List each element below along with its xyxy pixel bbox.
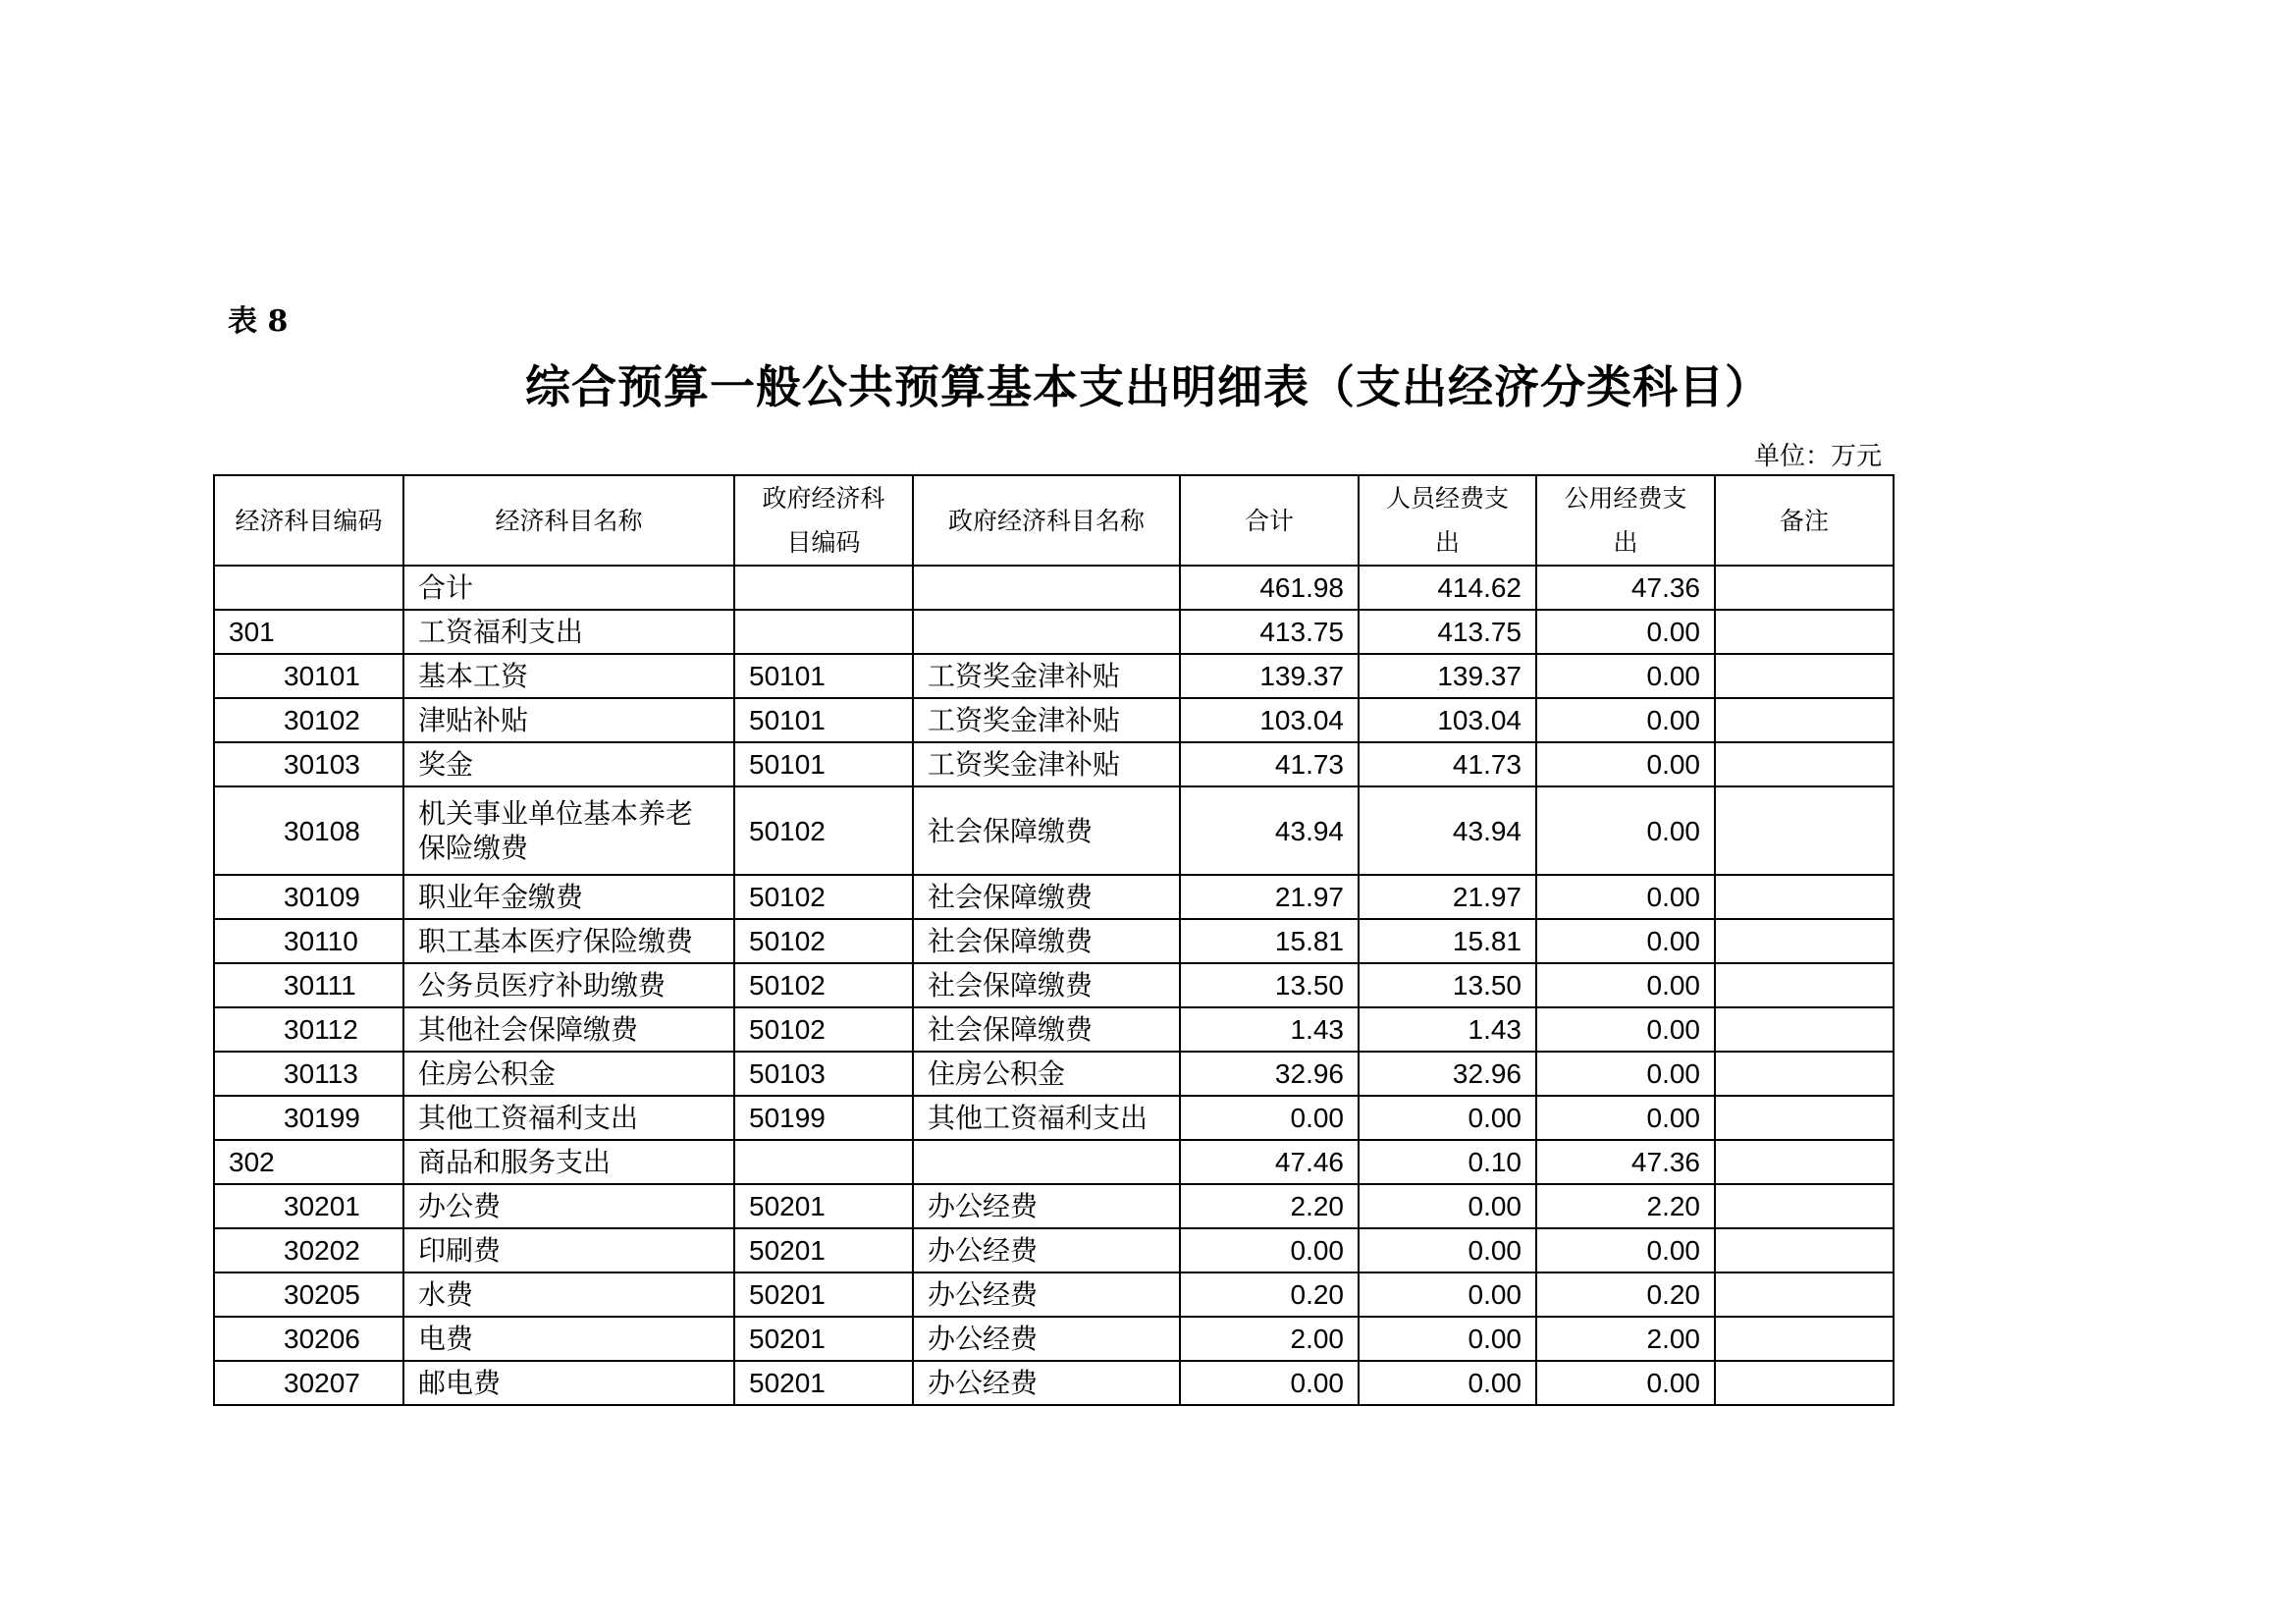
cell-public: 0.00 [1536, 919, 1715, 963]
cell-public: 0.00 [1536, 875, 1715, 919]
table-row [214, 1096, 1894, 1140]
cell-econ-name: 工资福利支出 [403, 610, 734, 654]
cell-gov-code: 50201 [734, 1184, 913, 1228]
cell-total: 2.20 [1180, 1184, 1359, 1228]
header-public-line2: 出 [1613, 528, 1638, 557]
cell-public: 0.00 [1536, 1052, 1715, 1096]
cell-econ-name: 机关事业单位基本养老保险缴费 [403, 786, 734, 875]
table-header-row [214, 475, 1894, 566]
table-row [214, 875, 1894, 919]
cell-personnel: 43.94 [1359, 786, 1536, 875]
cell-note [1715, 1007, 1894, 1052]
cell-public: 0.00 [1536, 1361, 1715, 1405]
cell-total: 32.96 [1180, 1052, 1359, 1096]
cell-personnel: 0.00 [1359, 1184, 1536, 1228]
cell-personnel: 414.62 [1359, 566, 1536, 610]
cell-total: 0.20 [1180, 1272, 1359, 1317]
cell-total: 13.50 [1180, 963, 1359, 1007]
table-number: 表 8 [228, 304, 289, 339]
cell-note [1715, 1272, 1894, 1317]
cell-gov-code: 50101 [734, 654, 913, 698]
cell-gov-name: 工资奖金津补贴 [913, 698, 1180, 742]
cell-note [1715, 566, 1894, 610]
cell-total: 0.00 [1180, 1096, 1359, 1140]
cell-gov-name: 工资奖金津补贴 [913, 654, 1180, 698]
cell-public: 2.00 [1536, 1317, 1715, 1361]
cell-gov-name: 办公经费 [913, 1184, 1180, 1228]
header-econ-code: 经济科目编码 [214, 475, 403, 566]
cell-gov-code: 50201 [734, 1361, 913, 1405]
cell-total: 47.46 [1180, 1140, 1359, 1184]
cell-gov-name: 社会保障缴费 [913, 786, 1180, 875]
cell-gov-code: 50102 [734, 1007, 913, 1052]
cell-econ-name: 基本工资 [403, 654, 734, 698]
cell-econ-name: 公务员医疗补助缴费 [403, 963, 734, 1007]
cell-gov-code [734, 1140, 913, 1184]
cell-gov-name: 工资奖金津补贴 [913, 742, 1180, 786]
cell-gov-code: 50102 [734, 963, 913, 1007]
cell-personnel: 32.96 [1359, 1052, 1536, 1096]
cell-gov-code: 50101 [734, 742, 913, 786]
cell-econ-name: 奖金 [403, 742, 734, 786]
cell-gov-code: 50102 [734, 919, 913, 963]
cell-total: 43.94 [1180, 786, 1359, 875]
cell-public: 47.36 [1536, 566, 1715, 610]
cell-public: 0.20 [1536, 1272, 1715, 1317]
cell-econ-name: 职业年金缴费 [403, 875, 734, 919]
cell-gov-name: 社会保障缴费 [913, 1007, 1180, 1052]
cell-gov-name: 办公经费 [913, 1317, 1180, 1361]
table-row [214, 1317, 1894, 1361]
cell-public: 47.36 [1536, 1140, 1715, 1184]
header-personnel-line2: 出 [1434, 528, 1460, 557]
table-row [214, 963, 1894, 1007]
cell-gov-code: 50102 [734, 875, 913, 919]
cell-econ-name: 办公费 [403, 1184, 734, 1228]
table-row [214, 566, 1894, 610]
cell-total: 2.00 [1180, 1317, 1359, 1361]
table-row [214, 1184, 1894, 1228]
cell-total: 0.00 [1180, 1228, 1359, 1272]
cell-total: 461.98 [1180, 566, 1359, 610]
cell-total: 103.04 [1180, 698, 1359, 742]
cell-econ-code: 30201 [214, 1184, 403, 1228]
cell-personnel: 0.10 [1359, 1140, 1536, 1184]
header-personnel-line1: 人员经费支 [1385, 484, 1509, 513]
cell-econ-name: 其他工资福利支出 [403, 1096, 734, 1140]
cell-econ-name: 职工基本医疗保险缴费 [403, 919, 734, 963]
unit-label: 单位：万元 [1753, 442, 1882, 471]
header-econ-name: 经济科目名称 [403, 475, 734, 566]
cell-public: 0.00 [1536, 742, 1715, 786]
cell-econ-code: 30110 [214, 919, 403, 963]
table-body [214, 566, 1894, 1405]
cell-econ-name: 其他社会保障缴费 [403, 1007, 734, 1052]
cell-gov-name: 社会保障缴费 [913, 963, 1180, 1007]
cell-econ-code: 30109 [214, 875, 403, 919]
cell-personnel: 1.43 [1359, 1007, 1536, 1052]
cell-total: 15.81 [1180, 919, 1359, 963]
cell-personnel: 0.00 [1359, 1228, 1536, 1272]
header-public-line1: 公用经费支 [1564, 484, 1687, 513]
table-row [214, 1272, 1894, 1317]
cell-note [1715, 963, 1894, 1007]
cell-econ-code [214, 566, 403, 610]
cell-econ-code: 30113 [214, 1052, 403, 1096]
cell-econ-name: 住房公积金 [403, 1052, 734, 1096]
cell-note [1715, 786, 1894, 875]
cell-gov-code [734, 610, 913, 654]
cell-personnel: 139.37 [1359, 654, 1536, 698]
cell-personnel: 0.00 [1359, 1317, 1536, 1361]
cell-personnel: 0.00 [1359, 1361, 1536, 1405]
cell-gov-name: 办公经费 [913, 1361, 1180, 1405]
cell-personnel: 21.97 [1359, 875, 1536, 919]
cell-econ-code: 30207 [214, 1361, 403, 1405]
cell-personnel: 13.50 [1359, 963, 1536, 1007]
cell-econ-code: 30112 [214, 1007, 403, 1052]
cell-total: 0.00 [1180, 1361, 1359, 1405]
table-row [214, 742, 1894, 786]
table-row [214, 1140, 1894, 1184]
table-row [214, 919, 1894, 963]
cell-econ-name: 商品和服务支出 [403, 1140, 734, 1184]
cell-note [1715, 698, 1894, 742]
header-gov-code-line1: 政府经济科 [762, 484, 885, 513]
cell-gov-code: 50101 [734, 698, 913, 742]
header-public [1536, 475, 1715, 566]
cell-gov-code: 50201 [734, 1272, 913, 1317]
cell-econ-name: 电费 [403, 1317, 734, 1361]
cell-econ-code: 30205 [214, 1272, 403, 1317]
cell-gov-name: 其他工资福利支出 [913, 1096, 1180, 1140]
header-personnel [1359, 475, 1536, 566]
cell-personnel: 103.04 [1359, 698, 1536, 742]
header-total: 合计 [1180, 475, 1359, 566]
cell-note [1715, 1140, 1894, 1184]
cell-public: 0.00 [1536, 1228, 1715, 1272]
cell-public: 0.00 [1536, 654, 1715, 698]
cell-note [1715, 1184, 1894, 1228]
cell-total: 413.75 [1180, 610, 1359, 654]
header-gov-code-line2: 目编码 [786, 528, 861, 557]
cell-gov-name [913, 1140, 1180, 1184]
cell-gov-name: 办公经费 [913, 1272, 1180, 1317]
cell-gov-name: 社会保障缴费 [913, 919, 1180, 963]
cell-personnel: 0.00 [1359, 1272, 1536, 1317]
cell-econ-code: 301 [214, 610, 403, 654]
cell-gov-name [913, 566, 1180, 610]
cell-note [1715, 1317, 1894, 1361]
page-title: 综合预算一般公共预算基本支出明细表（支出经济分类科目） [525, 360, 1771, 413]
table-row [214, 786, 1894, 875]
cell-total: 41.73 [1180, 742, 1359, 786]
cell-note [1715, 875, 1894, 919]
cell-note [1715, 1052, 1894, 1096]
cell-econ-code: 30199 [214, 1096, 403, 1140]
cell-gov-name: 社会保障缴费 [913, 875, 1180, 919]
budget-table [213, 474, 1895, 1406]
cell-econ-code: 30108 [214, 786, 403, 875]
header-note: 备注 [1715, 475, 1894, 566]
cell-personnel: 15.81 [1359, 919, 1536, 963]
cell-note [1715, 610, 1894, 654]
cell-gov-code: 50199 [734, 1096, 913, 1140]
cell-personnel: 413.75 [1359, 610, 1536, 654]
cell-gov-code: 50102 [734, 786, 913, 875]
cell-econ-code: 30111 [214, 963, 403, 1007]
cell-public: 2.20 [1536, 1184, 1715, 1228]
table-row [214, 654, 1894, 698]
cell-note [1715, 919, 1894, 963]
cell-public: 0.00 [1536, 963, 1715, 1007]
cell-gov-name: 住房公积金 [913, 1052, 1180, 1096]
cell-total: 21.97 [1180, 875, 1359, 919]
cell-public: 0.00 [1536, 1007, 1715, 1052]
cell-note [1715, 1361, 1894, 1405]
header-gov-name: 政府经济科目名称 [913, 475, 1180, 566]
cell-gov-name [913, 610, 1180, 654]
header-gov-code [734, 475, 913, 566]
cell-econ-code: 30102 [214, 698, 403, 742]
cell-gov-code: 50201 [734, 1317, 913, 1361]
cell-gov-code: 50103 [734, 1052, 913, 1096]
table-row [214, 1052, 1894, 1096]
cell-econ-name: 水费 [403, 1272, 734, 1317]
cell-econ-name: 津贴补贴 [403, 698, 734, 742]
table-row [214, 1228, 1894, 1272]
cell-gov-code: 50201 [734, 1228, 913, 1272]
cell-public: 0.00 [1536, 1096, 1715, 1140]
cell-econ-name: 印刷费 [403, 1228, 734, 1272]
cell-personnel: 41.73 [1359, 742, 1536, 786]
table-row [214, 1007, 1894, 1052]
cell-note [1715, 654, 1894, 698]
cell-econ-code: 30101 [214, 654, 403, 698]
table-row [214, 1361, 1894, 1405]
cell-public: 0.00 [1536, 698, 1715, 742]
cell-econ-name: 合计 [403, 566, 734, 610]
cell-gov-code [734, 566, 913, 610]
cell-note [1715, 742, 1894, 786]
cell-note [1715, 1096, 1894, 1140]
cell-econ-code: 302 [214, 1140, 403, 1184]
cell-econ-code: 30206 [214, 1317, 403, 1361]
cell-econ-code: 30103 [214, 742, 403, 786]
cell-total: 1.43 [1180, 1007, 1359, 1052]
table-row [214, 610, 1894, 654]
cell-econ-name: 邮电费 [403, 1361, 734, 1405]
cell-note [1715, 1228, 1894, 1272]
cell-gov-name: 办公经费 [913, 1228, 1180, 1272]
cell-econ-code: 30202 [214, 1228, 403, 1272]
cell-public: 0.00 [1536, 610, 1715, 654]
cell-public: 0.00 [1536, 786, 1715, 875]
cell-total: 139.37 [1180, 654, 1359, 698]
cell-personnel: 0.00 [1359, 1096, 1536, 1140]
table-row [214, 698, 1894, 742]
